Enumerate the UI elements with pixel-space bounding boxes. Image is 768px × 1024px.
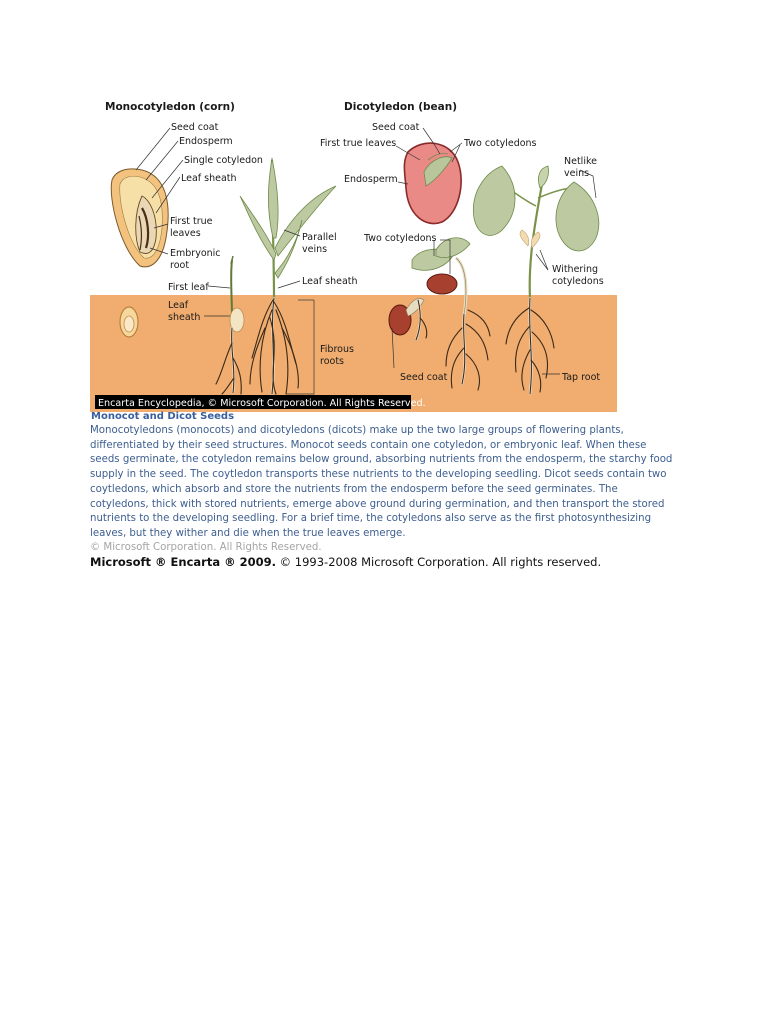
- label-fibrous-roots-b: roots: [320, 356, 344, 367]
- label-leaf-sheath-small-a: Leaf: [168, 300, 189, 311]
- label-seed-coat-dicot: Seed coat: [372, 122, 420, 133]
- buried-corn-seed: [120, 307, 138, 337]
- corn-seed-section: [111, 169, 168, 267]
- label-two-cotyledons-seed: Two cotyledons: [464, 138, 537, 149]
- label-leaf-sheath-mono: Leaf sheath: [181, 173, 237, 184]
- label-two-cotyledons-seedling: Two cotyledons: [364, 233, 437, 244]
- dicot-title: Dicotyledon (bean): [344, 101, 457, 113]
- caption-copyright: © Microsoft Corporation. All Rights Reserved.: [90, 542, 322, 553]
- label-fibrous-roots-a: Fibrous: [320, 344, 354, 355]
- bean-seed-section: [404, 143, 461, 223]
- footer-rights: © 1993-2008 Microsoft Corporation. All rights reserved.: [279, 555, 602, 569]
- label-single-cotyledon: Single cotyledon: [184, 155, 263, 166]
- label-first-true-leaves-a: First true: [170, 216, 213, 227]
- label-seed-coat-mono: Seed coat: [171, 122, 219, 133]
- label-tap-root: Tap root: [562, 372, 601, 383]
- footer-product: Microsoft ® Encarta ® 2009.: [90, 555, 276, 569]
- label-netlike-veins-a: Netlike: [564, 156, 597, 167]
- caption-body: Monocotyledons (monocots) and dicotyledons (dicots) make up the two large groups of flowering plants, differentiated by their seed structures. Monocot seeds contain one cotyledon, or embryonic leaf. When these seeds germinate, the cotyledon remains below ground, absorbing nutrients from the endosperm, the starchy food supply in the seed. The coytledon transports these nutrients to the developing seedling. Dicot seeds contain two coytledons, which absorb and store the nutrients from the endosperm before the seed germinates. The cotyledons, thick with stored nutrients, emerge above ground during germination, and then transport the stored nutrients to the developing seedling. For a brief time, the cotyledons also serve as the first photosynthesizing leaves, but they wither and die when the true leaves emerge.: [90, 425, 673, 539]
- mono-title: Monocotyledon (corn): [105, 101, 235, 113]
- footer: [90, 555, 601, 569]
- label-endosperm-dicot: Endosperm: [344, 174, 398, 185]
- label-leaf-sheath-small-b: sheath: [168, 312, 201, 323]
- label-embryonic-root-a: Embryonic: [170, 248, 221, 259]
- label-first-true-leaves-b: leaves: [170, 228, 201, 239]
- label-withering-cotyledons-a: Withering: [552, 264, 599, 275]
- label-leaf-sheath-tall: Leaf sheath: [302, 276, 358, 287]
- label-withering-cotyledons-b: cotyledons: [552, 276, 604, 287]
- label-parallel-veins-b: veins: [302, 244, 328, 255]
- label-endosperm-mono: Endosperm: [179, 136, 233, 147]
- seed-germination-figure: [90, 88, 617, 412]
- credit-text: Encarta Encyclopedia, © Microsoft Corporation. All Rights Reserved.: [98, 398, 426, 409]
- label-first-true-leaves-dicot: First true leaves: [320, 138, 397, 149]
- caption-title: Monocot and Dicot Seeds: [91, 411, 235, 422]
- label-embryonic-root-b: root: [170, 260, 190, 271]
- label-parallel-veins-a: Parallel: [302, 232, 337, 243]
- label-first-leaf: First leaf: [168, 282, 209, 293]
- label-netlike-veins-b: veins: [564, 168, 590, 179]
- label-seed-coat-seedling: Seed coat: [400, 372, 448, 383]
